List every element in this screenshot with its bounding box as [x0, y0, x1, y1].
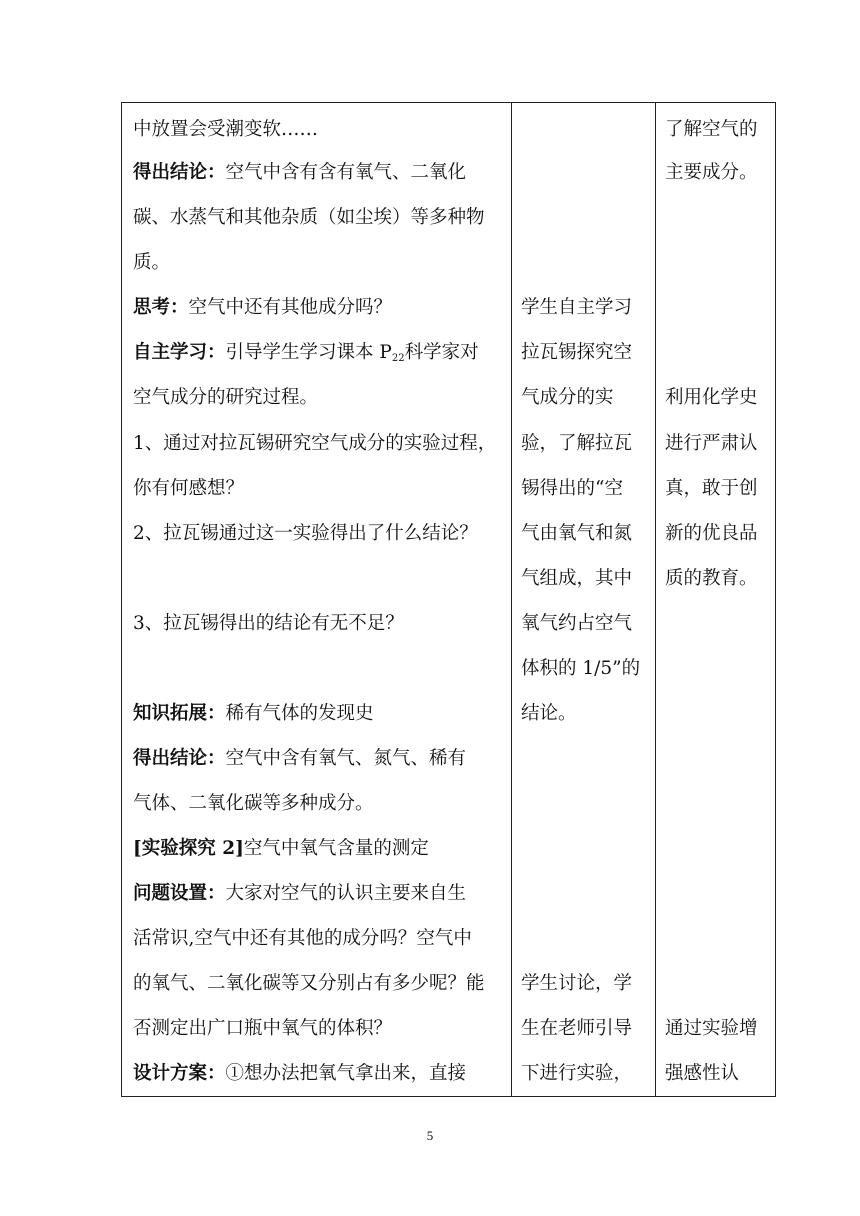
page-number: 5 [426, 1128, 434, 1143]
activity-line: 气组成，其中 [521, 568, 633, 589]
activity-line: 气由氧气和氮 [521, 523, 633, 544]
content-line: 碳、水蒸气和其他杂质（如尘埃）等多种物 [133, 207, 485, 228]
activity-line: 生在老师引导 [521, 1018, 633, 1039]
intent-line: 强感性认 [665, 1063, 740, 1084]
intent-line: 主要成分。 [665, 162, 758, 183]
content-line: 知识拓展：稀有气体的发现史 [133, 703, 374, 724]
activity-line: 验，了解拉瓦 [521, 433, 633, 454]
intent-line: 进行严肃认 [665, 433, 758, 454]
content-line: 3、拉瓦锡得出的结论有无不足？ [133, 613, 404, 634]
content-line: 活常识,空气中还有其他的成分吗？空气中 [133, 928, 472, 949]
content-line: 的氧气、二氧化碳等又分别占有多少呢？能 [133, 973, 485, 994]
intent-line: 新的优良品 [665, 523, 758, 544]
intent-line: 了解空气的 [665, 119, 758, 140]
content-line: 质。 [133, 252, 171, 273]
activity-line: 氧气约占空气 [521, 613, 633, 634]
activity-line: 拉瓦锡探究空 [521, 342, 633, 363]
content-line: 空气成分的研究过程。 [133, 387, 319, 408]
content-line: 得出结论：空气中含有含有氧气、二氧化 [133, 162, 467, 183]
activity-line: 锡得出的“空 [521, 478, 623, 499]
intent-line: 真，敢于创 [665, 478, 758, 499]
content-line: 设计方案：①想办法把氧气拿出来，直接 [133, 1063, 467, 1084]
content-line: 思考：空气中还有其他成分吗？ [133, 297, 393, 318]
content-line: 得出结论：空气中含有氧气、氮气、稀有 [133, 748, 467, 769]
content-line: 问题设置：大家对空气的认识主要来自生 [133, 883, 467, 904]
content-line: 2、拉瓦锡通过这一实验得出了什么结论？ [133, 523, 478, 544]
activity-line: 学生自主学习 [521, 297, 633, 318]
content-line: 你有何感想？ [133, 478, 245, 499]
column-divider [655, 103, 656, 1096]
activity-line: 学生讨论，学 [521, 973, 633, 994]
content-line: 1、通过对拉瓦锡研究空气成分的实验过程， [133, 433, 497, 454]
content-line: 中放置会受潮变软…… [133, 119, 319, 140]
activity-line: 体积的 1/5”的 [521, 658, 641, 679]
activity-line: 结论。 [521, 703, 577, 724]
content-line: 自主学习：引导学生学习课本 $P_{22}$科学家对 [133, 342, 479, 364]
content-line: 否测定出广口瓶中氧气的体积？ [133, 1018, 393, 1039]
intent-line: 通过实验增 [665, 1018, 758, 1039]
intent-line: 质的教育。 [665, 568, 758, 589]
content-line: 气体、二氧化碳等多种成分。 [133, 793, 374, 814]
content-line: [实验探究 2]空气中氧气含量的测定 [133, 838, 429, 859]
activity-line: 气成分的实 [521, 387, 614, 408]
activity-line: 下进行实验， [521, 1063, 633, 1084]
intent-line: 利用化学史 [665, 387, 758, 408]
column-divider [511, 103, 512, 1096]
